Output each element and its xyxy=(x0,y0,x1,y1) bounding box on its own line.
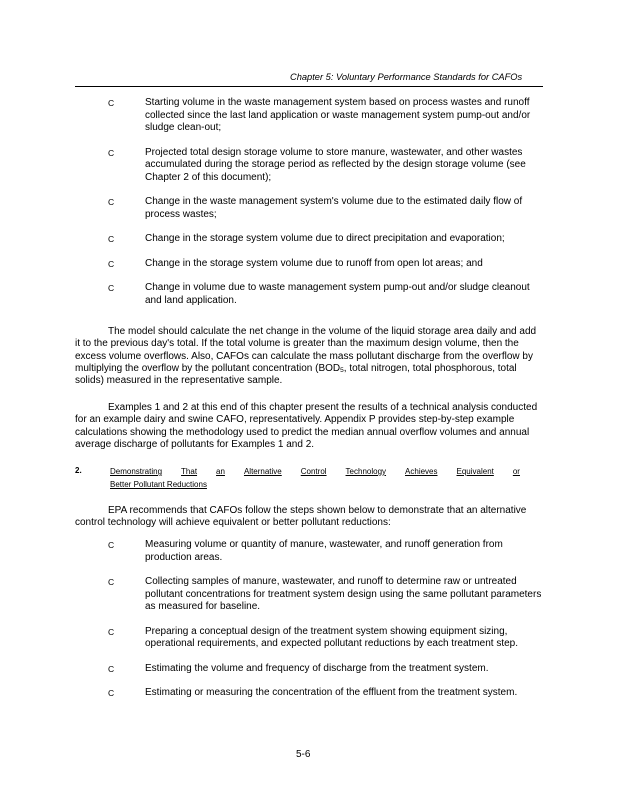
list-item xyxy=(75,147,545,185)
bullet-mark: C xyxy=(108,147,115,158)
bullet-mark: C xyxy=(108,688,115,698)
bullet-text: Change in the waste management system's volume due to the estimated daily flow of process wastes; xyxy=(145,196,523,220)
bullet-text: Estimating or measuring the concentration of the effluent from the treatment system. xyxy=(145,687,518,698)
bullet-mark: C xyxy=(108,234,115,244)
heading-word: Equivalent xyxy=(456,467,494,476)
heading-word: Alternative xyxy=(243,467,282,476)
list-item xyxy=(75,626,545,651)
heading-word: Control xyxy=(300,467,327,476)
para1-text-b: , total nitrogen, total phosphorous, total solids) measured in the representative sample. xyxy=(75,362,517,387)
list-item xyxy=(75,196,545,221)
bullet-mark: C xyxy=(108,663,115,674)
bullet-mark: C xyxy=(108,577,115,587)
bullet-mark: C xyxy=(108,283,115,293)
paragraph-model xyxy=(75,326,543,387)
bullet-list-top xyxy=(75,97,545,307)
bullet-text: Starting volume in the waste management system based on process wastes and runoff collected since the last land application or waste management system pump-out and/or sludge clean-out; xyxy=(145,97,531,133)
header-rule xyxy=(75,86,543,87)
heading-word: or xyxy=(512,467,520,476)
heading-word: Achieves xyxy=(405,467,438,476)
heading-word: Demonstrating xyxy=(110,467,163,476)
bullet-mark: C xyxy=(108,626,115,637)
heading-word: an xyxy=(216,467,225,476)
list-item xyxy=(75,687,545,700)
list-item xyxy=(75,576,545,614)
list-item xyxy=(75,539,545,564)
heading-line2: Better Pollutant Reductions xyxy=(110,479,207,489)
paragraph-epa: EPA recommends that CAFOs follow the steps shown below to demonstrate that an alternative control technology will achieve equivalent or better pollutant reductions: xyxy=(75,505,527,529)
para1-subscript: 5 xyxy=(340,366,344,374)
bullet-text: Preparing a conceptual design of the treatment system showing equipment sizing, operational requirements, and expected pollutant reductions by each treatment step. xyxy=(145,625,519,649)
bullet-text: Change in the storage system volume due to runoff from open lot areas; and xyxy=(145,257,483,269)
bullet-text: Measuring volume or quantity of manure, wastewater, and runoff generation from production areas. xyxy=(145,539,503,563)
section-number: 2. xyxy=(75,466,82,475)
bullet-mark: C xyxy=(108,258,115,269)
page-number: 5-6 xyxy=(296,749,311,760)
section-heading xyxy=(110,466,520,491)
list-item xyxy=(75,97,545,135)
bullet-mark: C xyxy=(108,540,115,550)
bullet-mark: C xyxy=(108,197,115,207)
list-item xyxy=(75,663,545,676)
bullet-text: Change in the storage system volume due to direct precipitation and evaporation; xyxy=(145,233,505,244)
heading-word: That xyxy=(181,467,198,476)
bullet-list-bottom xyxy=(75,539,545,700)
bullet-text: Projected total design storage volume to store manure, wastewater, and other wastes accumulated during the storage period as reflected by the design storage volume (see Chapter 2 of this document); xyxy=(145,146,526,183)
list-item xyxy=(75,282,545,307)
para1-text-a: The model should calculate the net change in the volume of the liquid storage area daily and add it to the previous day's total. If the total volume is greater than the maximum design volume, then the excess volume overflows. Also, CAFOs can calculate the mass pollutant discharge from the overflow by multiplying the overflow by the pollutant concentration (BOD xyxy=(75,326,537,374)
list-item xyxy=(75,233,545,246)
bullet-mark: C xyxy=(108,98,115,108)
bullet-text: Change in volume due to waste management system pump-out and/or sludge cleanout and land application. xyxy=(145,282,530,306)
heading-word: Technology xyxy=(345,467,387,476)
bullet-text: Estimating the volume and frequency of discharge from the treatment system. xyxy=(145,662,489,674)
running-header: Chapter 5: Voluntary Performance Standards for CAFOs xyxy=(290,72,523,82)
bullet-text: Collecting samples of manure, wastewater, and runoff to determine raw or untreated pollutant concentrations for treatment system design using the same pollutant parameters as measured for baseline. xyxy=(145,576,542,612)
paragraph-examples: Examples 1 and 2 at this end of this chapter present the results of a technical analysis conducted for an example dairy and swine CAFO, representatively. Appendix P provides step-by-step example calculations showing the methodology used to predict the median annual overflow volumes and annual average discharge of pollutants for Examples 1 and 2. xyxy=(75,402,538,450)
list-item xyxy=(75,258,545,271)
